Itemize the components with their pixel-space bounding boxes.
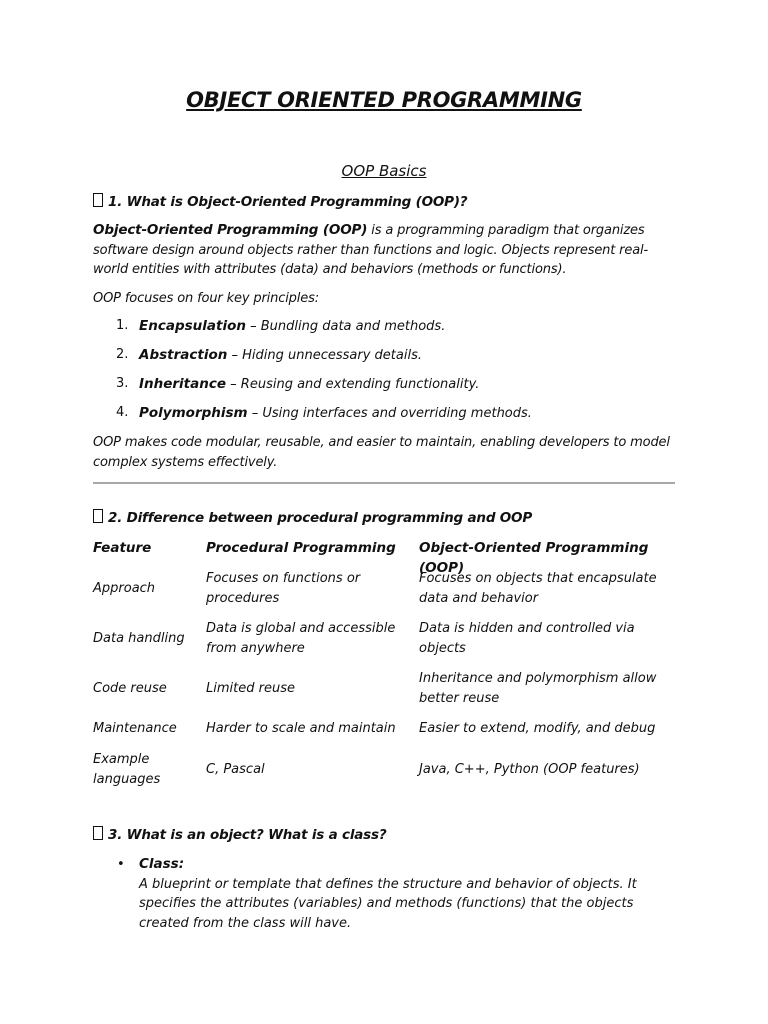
question-2-heading — [93, 509, 532, 526]
principle-desc: – Using interfaces and overriding methods. — [247, 406, 532, 421]
table-cell: Limited reuse — [206, 681, 295, 696]
checkbox-icon — [93, 193, 103, 207]
table-cell: Data is global and accessible from anywhere — [206, 621, 396, 656]
list-number: 3. — [116, 376, 129, 391]
list-item — [93, 345, 653, 374]
table-cell: Example languages — [93, 752, 161, 787]
definition-paragraph — [93, 221, 683, 280]
table-cell: Easier to extend, modify, and debug — [419, 721, 656, 736]
principles-intro: OOP focuses on four key principles: — [93, 291, 319, 306]
principle-desc: – Bundling data and methods. — [245, 319, 446, 334]
class-term: Class: — [139, 856, 185, 872]
table-cell: Data is hidden and controlled via objects — [419, 621, 635, 656]
question-3-heading-text: 3. What is an object? What is a class? — [108, 827, 387, 843]
question-1-heading — [93, 193, 467, 210]
question-1-heading-text: 1. What is Object-Oriented Programming (OOP)? — [108, 194, 468, 210]
principle-term: Inheritance — [139, 376, 227, 392]
bullet-icon: • — [117, 857, 125, 872]
list-item — [93, 855, 683, 933]
question-2-heading-text: 2. Difference between procedural programming and OOP — [108, 510, 533, 526]
definition-text: is a programming paradigm that organizes software design around objects rather than functions and logic. Objects represent real-world entities with attributes (data) and behaviors (methods or functions). — [93, 223, 649, 277]
list-item — [93, 374, 653, 403]
table-cell: Java, C++, Python (OOP features) — [419, 762, 640, 777]
checkbox-icon — [93, 509, 103, 523]
list-item — [93, 403, 653, 432]
principle-term: Encapsulation — [139, 318, 246, 334]
column-header-oop: Object-Oriented Programming (OOP) — [419, 540, 649, 576]
checkbox-icon — [93, 826, 103, 840]
list-number: 1. — [116, 318, 129, 333]
section-subtitle: OOP Basics — [341, 162, 427, 180]
principle-desc: – Reusing and extending functionality. — [226, 377, 480, 392]
horizontal-divider — [93, 482, 675, 484]
principles-list — [93, 316, 653, 432]
column-header-feature: Feature — [93, 540, 152, 556]
list-item — [93, 316, 653, 345]
principle-term: Polymorphism — [139, 405, 248, 421]
definition-term: Object-Oriented Programming (OOP) — [93, 222, 368, 238]
table-cell: Focuses on functions or procedures — [206, 571, 361, 606]
principle-desc: – Hiding unnecessary details. — [227, 348, 422, 363]
table-cell: Harder to scale and maintain — [206, 721, 396, 736]
definitions-list — [93, 855, 683, 933]
conclusion-paragraph: OOP makes code modular, reusable, and easier to maintain, enabling developers to model complex systems effectively. — [93, 435, 670, 470]
table-cell: Data handling — [93, 631, 185, 646]
table-cell: Code reuse — [93, 681, 167, 696]
class-desc: A blueprint or template that defines the structure and behavior of objects. It specifies the attributes (variables) and methods (functions) that the objects created from the class will have. — [139, 876, 637, 931]
list-number: 4. — [116, 405, 129, 420]
list-number: 2. — [116, 347, 129, 362]
principle-term: Abstraction — [139, 347, 228, 363]
table-cell: C, Pascal — [206, 762, 265, 777]
table-cell: Approach — [93, 581, 156, 596]
column-header-procedural: Procedural Programming — [206, 540, 396, 556]
table-cell: Focuses on objects that encapsulate data and behavior — [419, 571, 657, 606]
question-3-heading — [93, 826, 386, 843]
table-cell: Inheritance and polymorphism allow better reuse — [419, 671, 657, 706]
document-title: OBJECT ORIENTED PROGRAMMING — [186, 88, 582, 112]
table-cell: Maintenance — [93, 721, 177, 736]
